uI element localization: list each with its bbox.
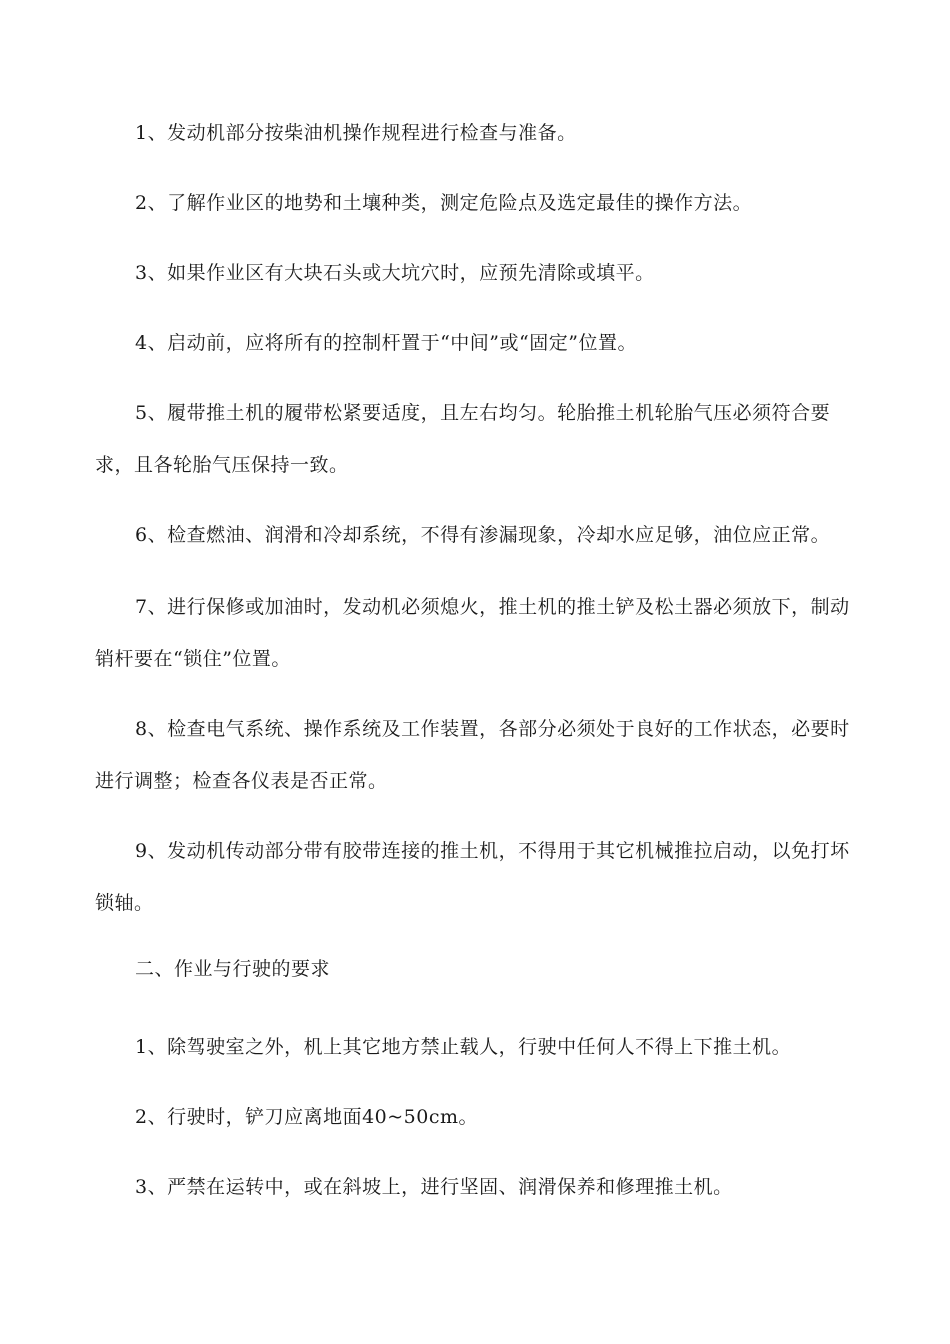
paragraph-9: 9、发动机传动部分带有胶带连接的推土机，不得用于其它机械推拉启动，以免打坏锁轴。 xyxy=(95,840,850,914)
paragraph-7: 7、进行保修或加油时，发动机必须熄火，推土机的推土铲及松土器必须放下，制动销杆要在“锁住”位置。 xyxy=(95,596,850,670)
section-paragraph-1: 1、除驾驶室之外，机上其它地方禁止载人，行驶中任何人不得上下推土机。 xyxy=(135,1036,792,1058)
section-paragraph-3: 3、严禁在运转中，或在斜坡上，进行坚固、润滑保养和修理推土机。 xyxy=(135,1176,733,1198)
paragraph-1: 1、发动机部分按柴油机操作规程进行检查与准备。 xyxy=(135,122,577,144)
paragraph-2: 2、了解作业区的地势和土壤种类，测定危险点及选定最佳的操作方法。 xyxy=(135,192,753,214)
paragraph-4: 4、启动前，应将所有的控制杆置于“中间”或“固定”位置。 xyxy=(135,332,637,354)
paragraph-6: 6、检查燃油、润滑和冷却系统，不得有渗漏现象，冷却水应足够，油位应正常。 xyxy=(135,524,831,546)
section-heading: 二、作业与行驶的要求 xyxy=(135,958,331,980)
paragraph-5: 5、履带推土机的履带松紧要适度，且左右均匀。轮胎推土机轮胎气压必须符合要求，且各轮胎气压保持一致。 xyxy=(95,402,831,476)
section-paragraph-2: 2、行驶时，铲刀应离地面40~50cm。 xyxy=(135,1106,479,1128)
paragraph-8: 8、检查电气系统、操作系统及工作装置，各部分必须处于良好的工作状态，必要时进行调整；检查各仪表是否正常。 xyxy=(95,718,850,792)
paragraph-3: 3、如果作业区有大块石头或大坑穴时，应预先清除或填平。 xyxy=(135,262,655,284)
